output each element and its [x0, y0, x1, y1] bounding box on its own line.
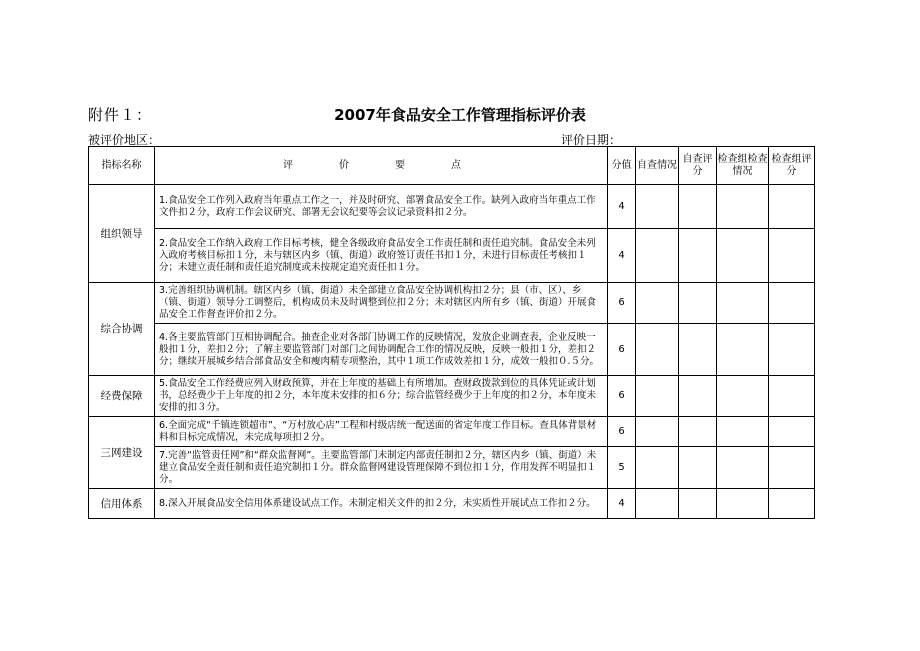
- criteria-cell: 1.食品安全工作列入政府当年重点工作之一，并及时研究、部署食品安全工作。缺列入政府当年重点工作文件扣２分，政府工作会议研究、部署无会议纪要等会议记录资料扣２分。: [155, 185, 608, 229]
- col-header-score: 分值: [608, 147, 636, 185]
- self-check-cell[interactable]: [636, 447, 679, 489]
- score-cell: 6: [608, 324, 636, 376]
- self-check-cell[interactable]: [636, 283, 679, 324]
- col-header-self-score: 自查评分: [679, 147, 717, 185]
- self-check-cell[interactable]: [636, 324, 679, 376]
- inspection-score-cell[interactable]: [769, 229, 815, 283]
- inspection-score-cell[interactable]: [769, 283, 815, 324]
- page-title: 2007年食品安全工作管理指标评价表: [334, 106, 586, 124]
- inspection-score-cell[interactable]: [769, 447, 815, 489]
- criteria-cell: 4.各主要监管部门互相协调配合。抽查企业对各部门协调工作的反映情况，发放企业调查表，企业反映一般扣１分，差扣２分；了解主要监管部门对部门之间协调配合工作的情况反映，反映一般扣１分，差扣２分；继续开展城乡结合部食品安全和瘦肉精专项整治，其中１项工作成效差扣１分，成效一般扣０.５分。: [155, 324, 608, 376]
- table-row: [89, 283, 815, 324]
- self-score-cell[interactable]: [679, 324, 717, 376]
- self-check-cell[interactable]: [636, 229, 679, 283]
- table-row: [89, 376, 815, 417]
- inspection-cell[interactable]: [717, 447, 769, 489]
- evaluation-table: [88, 146, 815, 519]
- criteria-cell: 3.完善组织协调机制。辖区内乡（镇、街道）未全部建立食品安全协调机构扣２分；县（市、区）、乡（镇、街道）领导分工调整后，机构成员未及时调整到位扣２分；未对辖区内所有乡（镇、街道）开展食品安全工作督查评价扣２分。: [155, 283, 608, 324]
- score-cell: 6: [608, 283, 636, 324]
- date-label: 评价日期：: [561, 133, 622, 147]
- self-check-cell[interactable]: [636, 185, 679, 229]
- score-cell: 4: [608, 185, 636, 229]
- score-cell: 4: [608, 489, 636, 519]
- inspection-cell[interactable]: [717, 229, 769, 283]
- criteria-cell: 2.食品安全工作纳入政府工作目标考核，健全各级政府食品安全工作责任制和责任追究制。食品安全未列入政府考核目标扣１分，未与辖区内乡（镇、街道）政府签订责任书扣１分，未进行目标责任考核扣１分；未建立责任制和责任追究制度或未按规定追究责任扣１分。: [155, 229, 608, 283]
- self-score-cell[interactable]: [679, 229, 717, 283]
- inspection-cell[interactable]: [717, 489, 769, 519]
- inspection-cell[interactable]: [717, 417, 769, 447]
- score-cell: 5: [608, 447, 636, 489]
- table-row: [89, 229, 815, 283]
- col-header-self-check: 自查情况: [636, 147, 679, 185]
- inspection-score-cell[interactable]: [769, 185, 815, 229]
- criteria-cell: 8.深入开展食品安全信用体系建设试点工作。未制定相关文件的扣２分，未实质性开展试点工作扣２分。: [155, 489, 608, 519]
- category-cell: 组织领导: [89, 185, 155, 283]
- attachment-label: 附件１：: [88, 106, 153, 124]
- table-row: [89, 185, 815, 229]
- table-row: [89, 489, 815, 519]
- inspection-cell[interactable]: [717, 324, 769, 376]
- criteria-cell: 5.食品安全工作经费应列入财政预算，并在上年度的基础上有所增加。查财政拨款到位的具体凭证或计划书，总经费少于上年度的扣２分，本年度未安排的扣６分；综合监管经费少于上年度的扣２分，本年度未安排的扣３分。: [155, 376, 608, 417]
- col-header-indicator: 指标名称: [89, 147, 155, 185]
- self-check-cell[interactable]: [636, 489, 679, 519]
- table-row: [89, 417, 815, 447]
- inspection-cell[interactable]: [717, 283, 769, 324]
- inspection-score-cell[interactable]: [769, 489, 815, 519]
- score-cell: 6: [608, 417, 636, 447]
- category-cell: 信用体系: [89, 489, 155, 519]
- self-score-cell[interactable]: [679, 447, 717, 489]
- self-check-cell[interactable]: [636, 417, 679, 447]
- self-score-cell[interactable]: [679, 489, 717, 519]
- category-cell: 经费保障: [89, 376, 155, 417]
- self-score-cell[interactable]: [679, 185, 717, 229]
- self-score-cell[interactable]: [679, 283, 717, 324]
- criteria-cell: 6.全面完成“千镇连锁超市”、“万村放心店”工程和村级店统一配送面的省定年度工作目标。查具体背景材料和目标完成情况，未完成每项扣２分。: [155, 417, 608, 447]
- inspection-score-cell[interactable]: [769, 417, 815, 447]
- col-header-points: 评 价 要 点: [155, 147, 608, 185]
- category-cell: 三网建设: [89, 417, 155, 489]
- inspection-score-cell[interactable]: [769, 376, 815, 417]
- table-row: [89, 324, 815, 376]
- self-score-cell[interactable]: [679, 417, 717, 447]
- inspection-cell[interactable]: [717, 376, 769, 417]
- category-cell: 综合协调: [89, 283, 155, 376]
- score-cell: 4: [608, 229, 636, 283]
- region-label: 被评价地区：: [88, 133, 161, 147]
- self-score-cell[interactable]: [679, 376, 717, 417]
- score-cell: 6: [608, 376, 636, 417]
- inspection-cell[interactable]: [717, 185, 769, 229]
- self-check-cell[interactable]: [636, 376, 679, 417]
- criteria-cell: 7.完善“监管责任网”和“群众监督网”。主要监管部门未制定内部责任制扣２分，辖区内乡（镇、街道）未建立食品安全责任制和责任追究制扣１分。群众监督网建设管理保障不到位扣１分，作用发挥不明显扣１分。: [155, 447, 608, 489]
- col-header-inspection: 检查组检查情况: [717, 147, 769, 185]
- col-header-inspection-score: 检查组评分: [769, 147, 815, 185]
- table-row: [89, 447, 815, 489]
- inspection-score-cell[interactable]: [769, 324, 815, 376]
